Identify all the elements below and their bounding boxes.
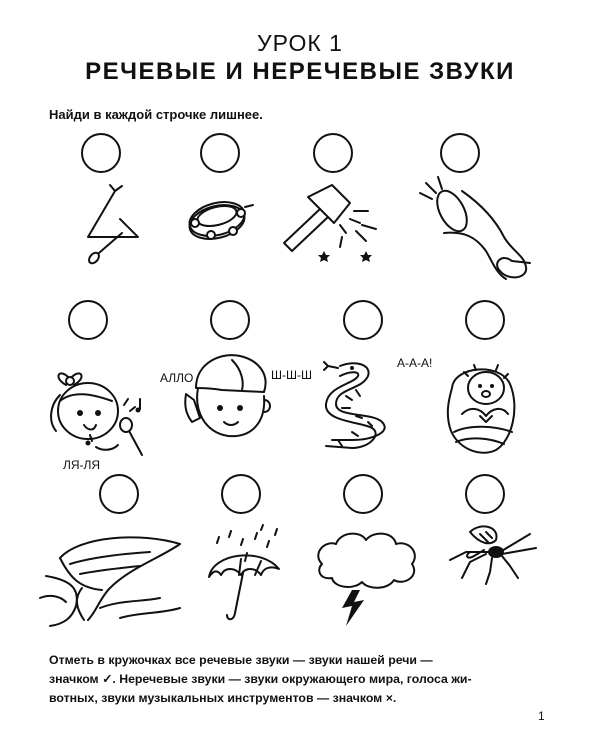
answer-circle[interactable]: [465, 300, 505, 340]
instruction-text: Найди в каждой строчке лишнее.: [49, 107, 263, 122]
aaa-label: А-А-А!: [397, 356, 433, 370]
allo-label: АЛЛО: [160, 371, 194, 385]
instruction-line: Отметь в кружочках все речевые звуки — звуки нашей речи —: [49, 653, 433, 667]
wind-tree-icon: [40, 528, 190, 628]
task-instructions: [49, 651, 559, 708]
answer-circle[interactable]: [343, 474, 383, 514]
answer-circle[interactable]: [343, 300, 383, 340]
instruction-line: значком ✓. Неречевые звуки — звуки окружающего мира, голоса жи-: [49, 672, 472, 686]
answer-circle[interactable]: [81, 133, 121, 173]
lyalya-label: ЛЯ-ЛЯ: [63, 458, 101, 472]
rain-umbrella-icon: [205, 525, 290, 625]
singing-girl-icon: [42, 365, 162, 465]
baby-icon: [440, 358, 520, 458]
answer-circle[interactable]: [210, 300, 250, 340]
snake-icon: [312, 360, 422, 450]
thunder-cloud-icon: [312, 530, 422, 630]
horn-icon: [412, 175, 537, 285]
page-number: 1: [538, 709, 545, 723]
answer-circle[interactable]: [440, 133, 480, 173]
triangle-instrument-icon: [70, 185, 150, 270]
tambourine-icon: [183, 195, 255, 247]
boy-phone-icon: [182, 352, 282, 447]
shsh-label: Ш-Ш-Ш: [271, 368, 312, 382]
hammer-icon: [280, 185, 390, 270]
answer-circle[interactable]: [200, 133, 240, 173]
answer-circle[interactable]: [99, 474, 139, 514]
mosquito-icon: [440, 522, 550, 602]
instruction-line: вотных, звуки музыкальных инструментов — значком ×.: [49, 691, 397, 705]
answer-circle[interactable]: [221, 474, 261, 514]
answer-circle[interactable]: [68, 300, 108, 340]
lesson-number: УРОК 1: [257, 30, 343, 56]
answer-circle[interactable]: [313, 133, 353, 173]
answer-circle[interactable]: [465, 474, 505, 514]
page-title: РЕЧЕВЫЕ И НЕРЕЧЕВЫЕ ЗВУКИ: [85, 58, 515, 85]
